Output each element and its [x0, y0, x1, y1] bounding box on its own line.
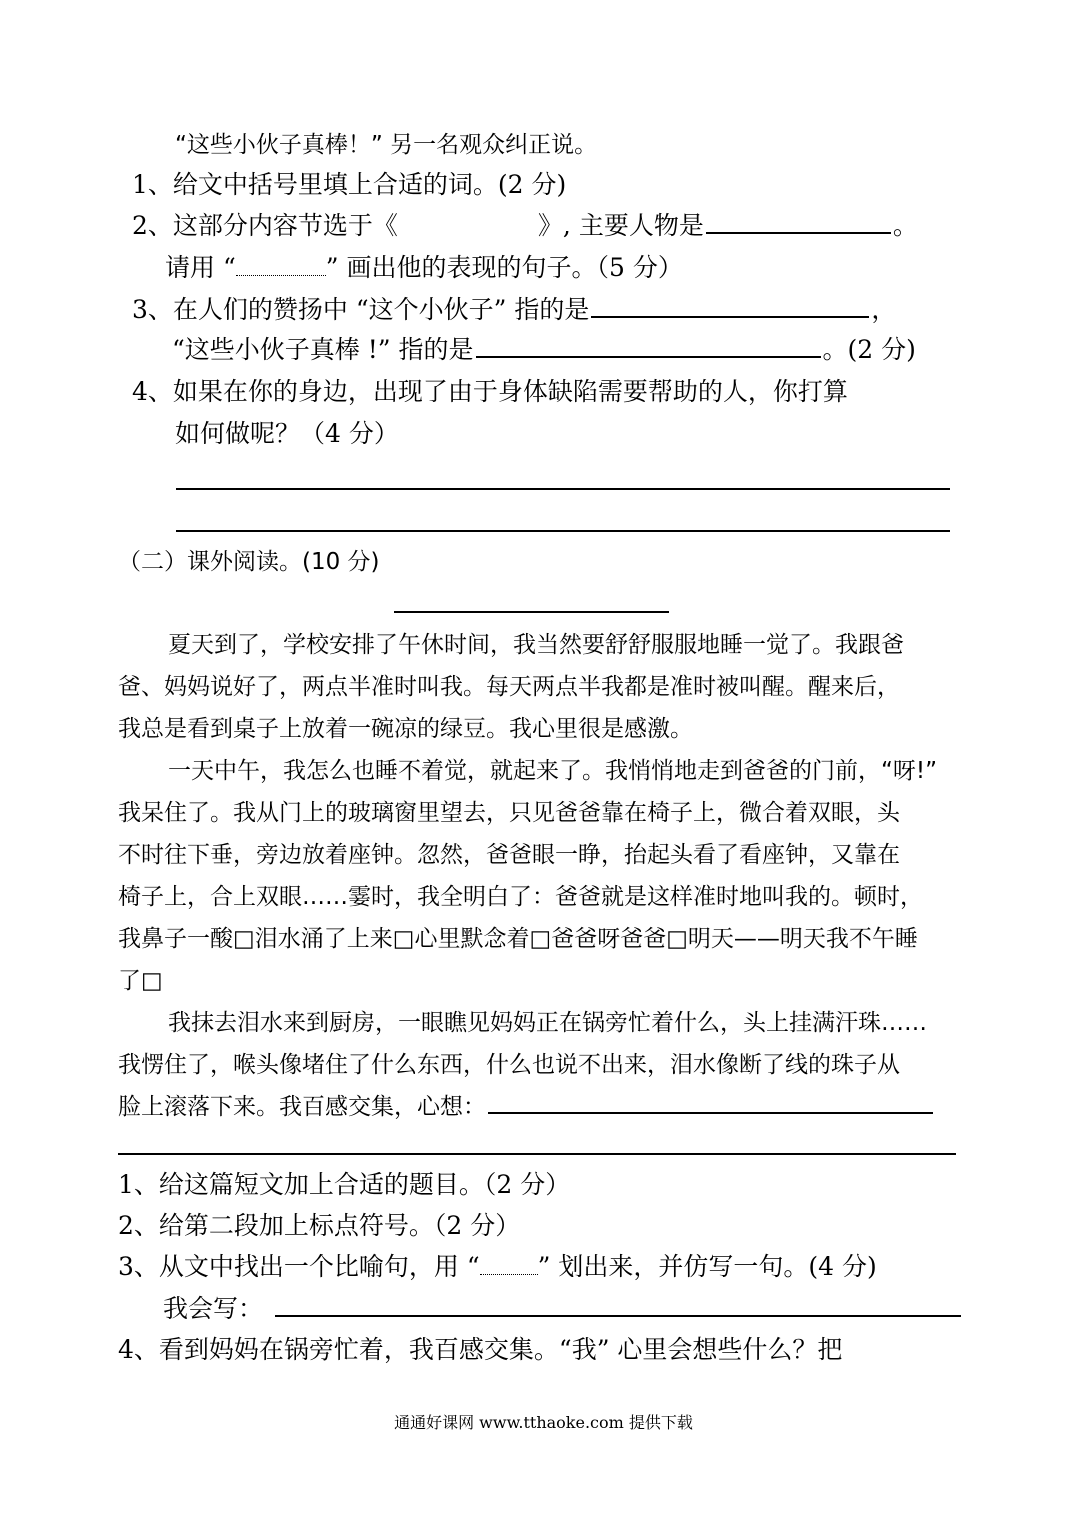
answer-line-1[interactable] [176, 488, 950, 490]
passage-p2-line-4: 椅子上，合上双眼……霎时，我全明白了：爸爸就是这样准时地叫我的。顿时， [118, 884, 923, 910]
passage-p3-line3-text: 脸上滚落下来。我百感交集，心想： [118, 1094, 486, 1120]
reading-question-2: 2、给第二段加上标点符号。（2 分） [118, 1211, 521, 1240]
question-3-prefix: 3、在人们的赞扬中 “这个小伙子” 指的是 [132, 295, 590, 324]
this-guy-blank[interactable] [591, 294, 869, 318]
passage-p2-line-5: 我鼻子一酸□泪水涌了上来□心里默念着□爸爸呀爸爸□明天——明天我不午睡 [118, 926, 918, 952]
thought-blank[interactable] [488, 1090, 933, 1114]
reading-question-3-prefix: 3、从文中找出一个比喻句，用 “ [118, 1252, 480, 1281]
question-4: 4、如果在你的身边，出现了由于身体缺陷需要帮助的人，你打算 [132, 377, 848, 406]
passage-p3-line-3 [118, 1090, 935, 1124]
passage-p2-line-1: 一天中午，我怎么也睡不着觉，就起来了。我悄悄地走到爸爸的门前，“呀!” [168, 758, 938, 784]
question-3-line2-suffix: 。(2 分) [822, 335, 916, 364]
question-2-prefix: 2、这部分内容节选于《 [132, 211, 398, 240]
reading-question-4: 4、看到妈妈在锅旁忙着，我百感交集。“我” 心里会想些什么？把 [118, 1335, 843, 1364]
reading-question-3-line-2 [163, 1292, 963, 1326]
wavy-underline-sample-2 [480, 1262, 538, 1275]
reading-question-3-suffix: ” 划出来，并仿写一句。(4 分) [537, 1252, 877, 1281]
question-3-comma: ， [871, 295, 897, 324]
passage-p1-line-1: 夏天到了，学校安排了午休时间，我当然要舒舒服服地睡一觉了。我跟爸 [168, 632, 904, 658]
passage-p1-line-2: 爸、妈妈说好了，两点半准时叫我。每天两点半我都是准时被叫醒。醒来后， [118, 674, 900, 700]
imitation-sentence-blank[interactable] [275, 1293, 961, 1317]
passage-p3-line-1: 我抹去泪水来到厨房，一眼瞧见妈妈正在锅旁忙着什么，头上挂满汗珠…… [168, 1010, 927, 1036]
reading-question-3 [118, 1250, 877, 1284]
question-3-line-2 [172, 333, 916, 367]
passage-p2-line-6: 了□ [118, 968, 163, 994]
intro-line: “这些小伙子真棒！” 另一名观众纠正说。 [175, 132, 598, 158]
question-1: 1、给文中括号里填上合适的词。(2 分) [132, 170, 567, 199]
reading-question-1: 1、给这篇短文加上合适的题目。（2 分） [118, 1170, 571, 1199]
question-2-line-2 [165, 251, 683, 285]
question-3 [132, 293, 896, 327]
answer-line-2[interactable] [176, 530, 950, 532]
question-2-end: 。 [892, 211, 918, 240]
i-can-write-label: 我会写： [163, 1294, 264, 1323]
passage-p1-line-3: 我总是看到桌子上放着一碗凉的绿豆。我心里很是感激。 [118, 716, 693, 742]
passage-p3-line-2: 我愣住了，喉头像堵住了什么东西，什么也说不出来，泪水像断了线的珠子从 [118, 1052, 900, 1078]
wavy-underline-sample [236, 263, 326, 276]
footer-source: 通通好课网 www.tthaoke.com 提供下载 [394, 1413, 693, 1432]
passage-p2-line-3: 不时往下垂，旁边放着座钟。忽然，爸爸眼一睁，抬起头看了看座钟，又靠在 [118, 842, 900, 868]
thought-continuation-line[interactable] [118, 1153, 956, 1155]
question-4-line-2: 如何做呢？（4 分） [175, 419, 399, 448]
title-blank-line[interactable] [394, 611, 669, 613]
question-3-line2-prefix: “这些小伙子真棒 !” 指的是 [172, 335, 474, 364]
main-character-blank[interactable] [706, 210, 891, 234]
section-heading: （二）课外阅读。(10 分) [118, 549, 380, 575]
question-2-line2-prefix: 请用 “ [165, 253, 236, 282]
passage-p2-line-2: 我呆住了。我从门上的玻璃窗里望去，只见爸爸靠在椅子上，微合着双眼，头 [118, 800, 900, 826]
question-2 [132, 209, 918, 243]
question-2-mid: 》, 主要人物是 [537, 211, 704, 240]
these-guys-blank[interactable] [476, 334, 821, 358]
question-2-line2-suffix: ” 画出他的表现的句子。（5 分） [325, 253, 683, 282]
